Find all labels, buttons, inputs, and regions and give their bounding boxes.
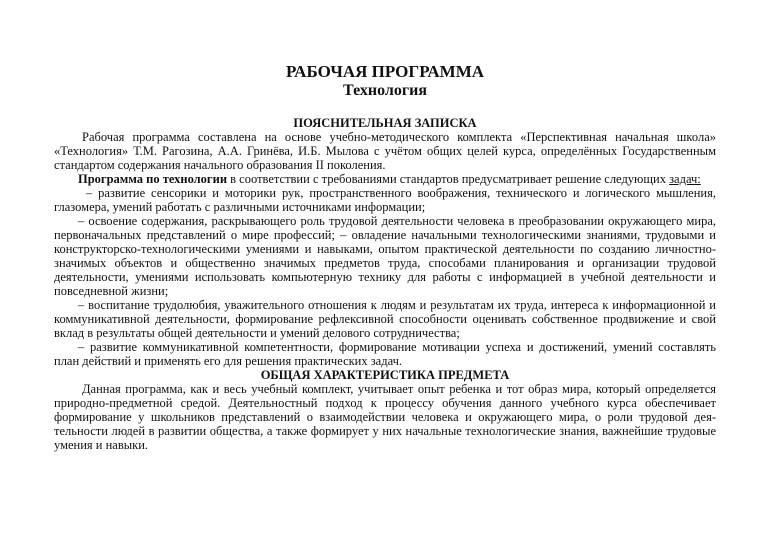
document-subtitle: Технология: [343, 82, 427, 99]
task-item-4: – развитие коммуникативной компетентности, формирование мотивации успеха и достижений, умений составлять план действий и применять его для решения практических задач.: [54, 340, 716, 368]
task-item-2: – освоение содержания, раскрывающего роль трудовой деятельности человека в преобразовании окружающего мира, первоначальных представлений о мире профессий; – овладение начальными технологическими знаниями, трудовыми и конструкторско-технологическими умениями и навыками, опытом практической деятельности по созданию личностно-значимых объектов и общественно значимых предметов труда, способами планирования и организации трудовой деятельности, умениями использовать компьютерную технику для работы с информацией в учебной деятельности и повседневной жизни;: [54, 214, 716, 298]
task-item-3: – воспитание трудолюбия, уважительного отношения к людям и результатам их труда, интереса к информационной и коммуникативной деятельности, формирование рефлексивной способности оценивать собственное продвижение и свой вклад в результаты общей деятельности и умений делового сотрудничества;: [54, 298, 716, 340]
program-rest-text: в соответствии с требованиями стандартов предусматривает решение следующих: [227, 172, 670, 186]
document-page: [54, 62, 716, 452]
section-subject-characteristics: [54, 368, 716, 452]
subject-characteristics-paragraph: Данная программа, как и весь учебный комплект, учитывает опыт ребенка и тот образ мира, который определяется природно-предметной средой. Деятельностный подход к процессу обучения данного учебного курса обеспечивает формирование у школьников представлений о взаимодействии человека и окружающего мира, о роли трудовой дея-тельности людей в развитии общества, а также формирует у них начальные технологические знания, важнейшие трудовые умения и навыки.: [54, 382, 716, 452]
task-item-1: – развитие сенсорики и моторики рук, пространственного воображения, технического и логического мышления, глазомера, умений работать с различными источниками информации;: [54, 186, 716, 214]
section-heading-subject-characteristics: ОБЩАЯ ХАРАКТЕРИСТИКА ПРЕДМЕТА: [260, 368, 510, 382]
section-heading-explanatory-note: ПОЯСНИТЕЛЬНАЯ ЗАПИСКА: [293, 116, 477, 130]
tasks-underlined-text: задач:: [669, 172, 701, 186]
section-explanatory-note: [54, 116, 716, 368]
document-title: РАБОЧАЯ ПРОГРАММА: [285, 62, 485, 81]
program-tasks-paragraph: [54, 172, 716, 186]
program-bold-text: Программа по технологии: [78, 172, 228, 186]
intro-paragraph: Рабочая программа составлена на основе учебно-методического комплекта «Перспективная начальная школа» «Технология» Т.М. Рагозина, А.А. Гринёва, И.Б. Мылова с учётом общих целей курса, определённых Государственным стандартом содержания начального образования II поколения.: [54, 130, 716, 172]
